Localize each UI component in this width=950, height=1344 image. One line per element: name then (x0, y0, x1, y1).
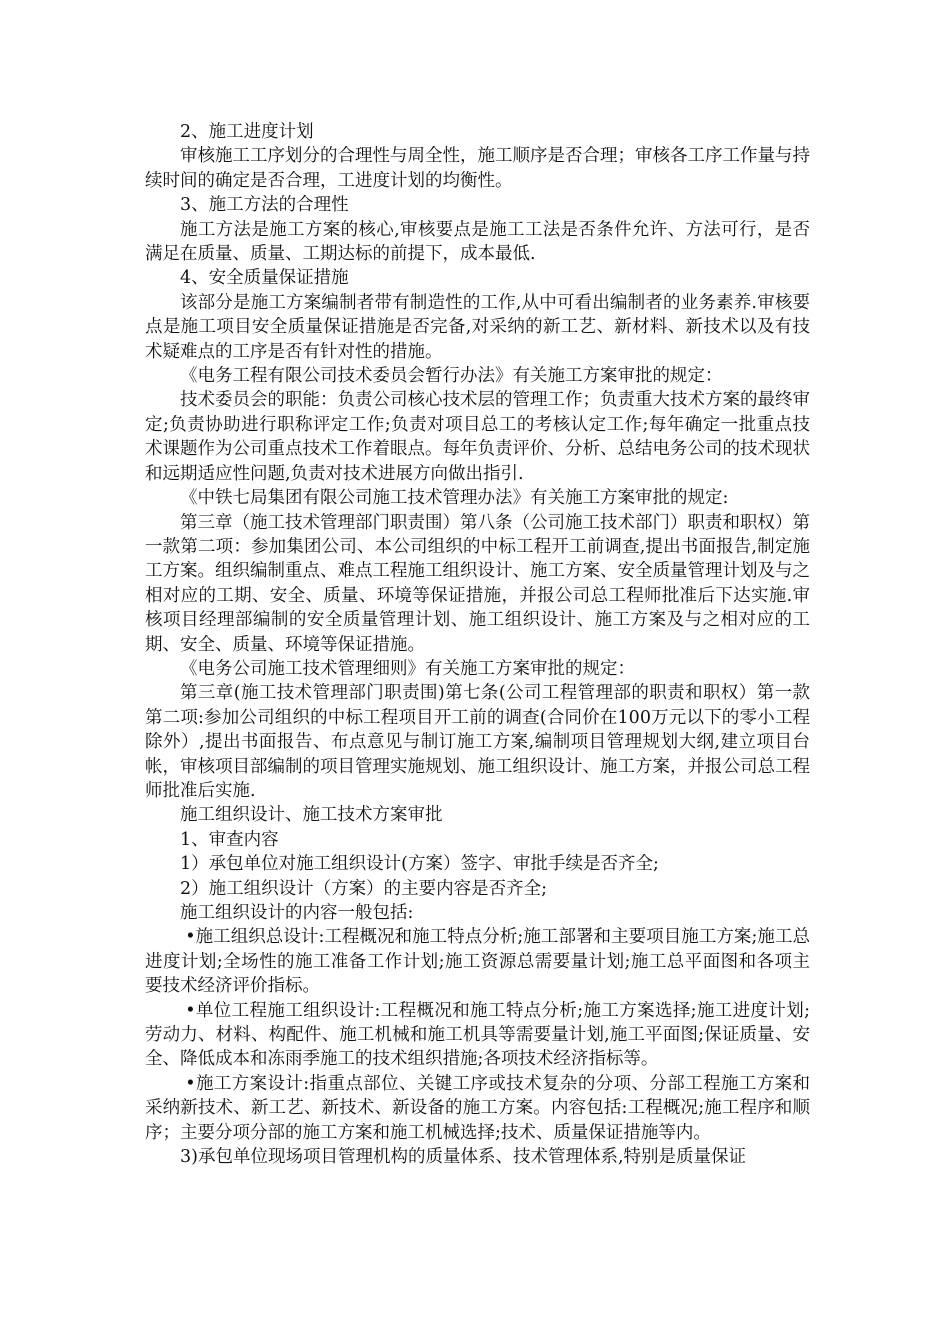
list-item: 3)承包单位现场项目管理机构的质量体系、技术管理体系,特别是质量保证 (180, 1147, 747, 1168)
paragraph: 施工方法是施工方案的核心,审核要点是施工工法是否条件允许、方法可行，是否满足在质量、质量、工期达标的前提下，成本最低. (145, 219, 810, 265)
section-heading-method: 3、施工方法的合理性 (180, 195, 349, 216)
document-body (145, 120, 810, 1169)
subsection-heading: 1、审查内容 (180, 829, 279, 850)
paragraph: 施工组织设计的内容一般包括: (180, 903, 414, 923)
section-heading-schedule: 2、施工进度计划 (180, 122, 314, 142)
regulation-title: 《中铁七局集团有限公司施工技术管理办法》有关施工方案审批的规定: (180, 488, 729, 509)
paragraph: 第三章（施工技术管理部门职责围）第八条（公司施工技术部门）职责和职权）第一款第二项：参加集团公司、本公司组织的中标工程开工前调查,提出书面报告,制定施工方案。组织编制重点、难点工程施工组织设计、施工方案、安全质量管理计划及与之相对应的工期、安全、质量、环境等保证措施，并报公司总工程师批准后下达实施.审核项目经理部编制的安全质量管理计划、施工组织设计、施工方案及与之相对应的工期、安全、质量、环境等保证措施。 (145, 512, 810, 655)
section-heading-approval: 施工组织设计、施工技术方案审批 (180, 805, 443, 826)
paragraph: 该部分是施工方案编制者带有制造性的工作,从中可看出编制者的业务素养.审核要点是施工项目安全质量保证措施是否完备,对采纳的新工艺、新材料、新技术以及有技术疑难点的工序是否有针对性的措施。 (145, 292, 810, 362)
regulation-title: 《电务公司施工技术管理细则》有关施工方案审批的规定： (180, 658, 635, 679)
paragraph: 技术委员会的职能：负责公司核心技术层的管理工作；负责重大技术方案的最终审定;负责协助进行职称评定工作;负责对项目总工的考核认定工作;每年确定一批重点技术课题作为公司重点技术工作着眼点。每年负责评价、分析、总结电务公司的技术现状和远期适应性问题,负责对技术进展方向做出指引. (145, 390, 810, 484)
paragraph: 审核施工工序划分的合理性与周全性，施工顺序是否合理；审核各工序工作量与持续时间的确定是否合理，工进度计划的均衡性。 (145, 146, 810, 191)
list-item: 2）施工组织设计（方案）的主要内容是否齐全; (180, 878, 548, 899)
bullet-item: •单位工程施工组织设计:工程概况和施工特点分析;施工方案选择;施工进度计划;劳动力、材料、构配件、施工机械和施工机具等需要量计划,施工平面图;保证质量、安全、降低成本和冻雨季施工的技术组织措施;各项技术经济指标等。 (145, 1000, 810, 1070)
regulation-title: 《电务工程有限公司技术委员会暂行办法》有关施工方案审批的规定： (180, 366, 723, 387)
paragraph: 第三章(施工技术管理部门职责围)第七条(公司工程管理部的职责和职权）第一款第二项:参加公司组织的中标工程项目开工前的调查(合同价在100万元以下的零小工程除外）,提出书面报告、布点意见与制订施工方案,编制项目管理规划大纲,建立项目台帐，审核项目部编制的项目管理实施规划、施工组织设计、施工方案，并报公司总工程师批准后实施. (145, 683, 810, 801)
bullet-item: •施工组织总设计:工程概况和施工特点分析;施工部署和主要项目施工方案;施工总进度计划;全场性的施工准备工作计划;施工资源总需要量计划;施工总平面图和各项主要技术经济评价指标。 (145, 927, 810, 997)
list-item: 1）承包单位对施工组织设计(方案）签字、审批手续是否齐全; (180, 854, 659, 875)
bullet-item: •施工方案设计:指重点部位、关键工序或技术复杂的分项、分部工程施工方案和采纳新技术、新工艺、新技术、新设备的施工方案。内容包括:工程概况;施工程序和顺序；主要分项分部的施工方案和施工机械选择;技术、质量保证措施等内。 (145, 1073, 810, 1143)
section-heading-safety: 4、安全质量保证措施 (180, 268, 349, 289)
